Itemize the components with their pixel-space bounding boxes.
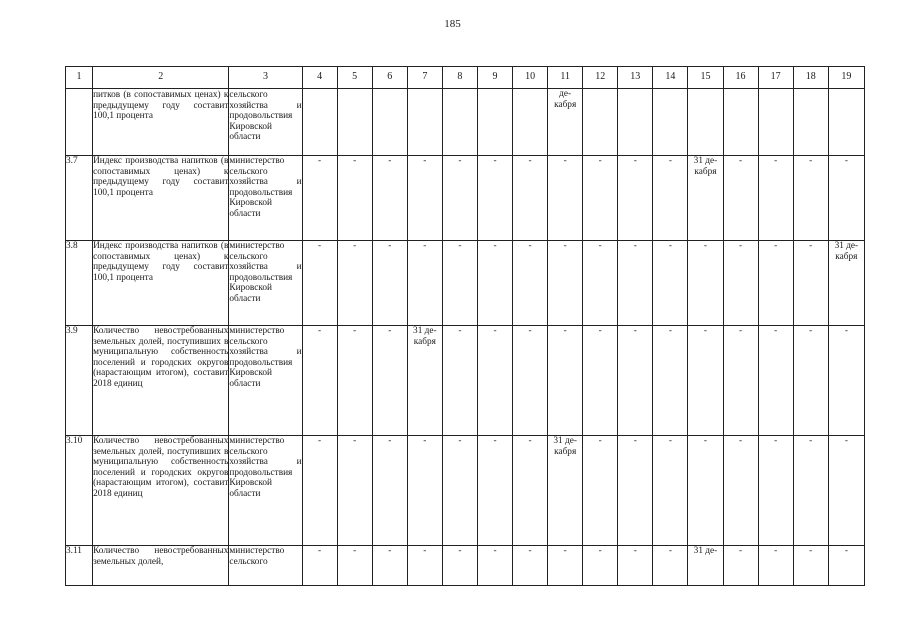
schedule-cell-col-4: - bbox=[302, 241, 337, 326]
schedule-cell-col-18: - bbox=[793, 546, 828, 586]
schedule-cell-col-11: - bbox=[548, 241, 583, 326]
schedule-cell-col-17: - bbox=[758, 241, 793, 326]
schedule-cell-col-16: - bbox=[723, 156, 758, 241]
schedule-cell-col-7: - bbox=[407, 241, 442, 326]
column-header-5: 5 bbox=[337, 67, 372, 89]
schedule-cell-col-18: - bbox=[793, 241, 828, 326]
schedule-cell-col-14: - bbox=[653, 156, 688, 241]
schedule-cell-col-11: - bbox=[548, 546, 583, 586]
schedule-cell-col-19: - bbox=[828, 546, 864, 586]
schedule-cell-col-12: - bbox=[583, 241, 618, 326]
schedule-cell-col-6: - bbox=[372, 156, 407, 241]
schedule-cell-col-12: - bbox=[583, 436, 618, 546]
table-row bbox=[66, 546, 865, 586]
table-row bbox=[66, 156, 865, 241]
column-header-3: 3 bbox=[229, 67, 302, 89]
schedule-cell-col-15: 31 де- bbox=[688, 546, 723, 586]
schedule-cell-col-4 bbox=[302, 89, 337, 156]
schedule-cell-col-16: - bbox=[723, 326, 758, 436]
column-header-13: 13 bbox=[618, 67, 653, 89]
schedule-cell-col-14: - bbox=[653, 241, 688, 326]
row-description: Индекс производства напитков (в сопоставимых ценах) к предыдущему году составит 100,1 процента bbox=[93, 156, 229, 241]
schedule-cell-col-9: - bbox=[477, 326, 512, 436]
schedule-cell-col-17: - bbox=[758, 326, 793, 436]
schedule-cell-col-17: - bbox=[758, 436, 793, 546]
schedule-cell-col-9: - bbox=[477, 241, 512, 326]
schedule-cell-col-9: - bbox=[477, 436, 512, 546]
schedule-cell-col-19: - bbox=[828, 326, 864, 436]
row-responsible: сельского хозяйства и продовольствия Кировской области bbox=[229, 89, 302, 156]
schedule-cell-col-4: - bbox=[302, 326, 337, 436]
schedule-cell-col-18: - bbox=[793, 156, 828, 241]
column-header-12: 12 bbox=[583, 67, 618, 89]
schedule-cell-col-9 bbox=[477, 89, 512, 156]
column-header-15: 15 bbox=[688, 67, 723, 89]
schedule-cell-col-8: - bbox=[442, 436, 477, 546]
schedule-cell-col-8: - bbox=[442, 326, 477, 436]
schedule-cell-col-6: - bbox=[372, 241, 407, 326]
row-number: 3.10 bbox=[66, 436, 93, 546]
schedule-cell-col-14 bbox=[653, 89, 688, 156]
schedule-cell-col-6: - bbox=[372, 546, 407, 586]
schedule-cell-col-19: - bbox=[828, 436, 864, 546]
schedule-cell-col-8: - bbox=[442, 156, 477, 241]
schedule-cell-col-17: - bbox=[758, 156, 793, 241]
schedule-cell-col-19 bbox=[828, 89, 864, 156]
schedule-cell-col-16: - bbox=[723, 546, 758, 586]
schedule-cell-col-15: - bbox=[688, 436, 723, 546]
column-header-2: 2 bbox=[93, 67, 229, 89]
schedule-cell-col-5 bbox=[337, 89, 372, 156]
schedule-cell-col-15: 31 де-кабря bbox=[688, 156, 723, 241]
schedule-cell-col-7: 31 де-кабря bbox=[407, 326, 442, 436]
row-description: Количество невостребованных земельных долей, поступивших в муниципальную собственность поселений и городских округов (нарастающим итогом), составит 2018 единиц bbox=[93, 436, 229, 546]
schedule-cell-col-5: - bbox=[337, 241, 372, 326]
schedule-cell-col-13 bbox=[618, 89, 653, 156]
row-description: Количество невостребованных земельных долей, bbox=[93, 546, 229, 586]
schedule-cell-col-10: - bbox=[513, 241, 548, 326]
schedule-cell-col-5: - bbox=[337, 546, 372, 586]
schedule-cell-col-16: - bbox=[723, 241, 758, 326]
column-header-16: 16 bbox=[723, 67, 758, 89]
schedule-cell-col-15 bbox=[688, 89, 723, 156]
schedule-cell-col-4: - bbox=[302, 546, 337, 586]
row-number: 3.8 bbox=[66, 241, 93, 326]
schedule-cell-col-6: - bbox=[372, 326, 407, 436]
schedule-cell-col-5: - bbox=[337, 156, 372, 241]
schedule-cell-col-18: - bbox=[793, 436, 828, 546]
row-responsible: министерство сельского хозяйства и продовольствия Кировской области bbox=[229, 436, 302, 546]
column-header-4: 4 bbox=[302, 67, 337, 89]
column-header-17: 17 bbox=[758, 67, 793, 89]
schedule-cell-col-8 bbox=[442, 89, 477, 156]
column-header-19: 19 bbox=[828, 67, 864, 89]
row-description: питков (в сопоставимых ценах) к предыдущему году составит 100,1 процента bbox=[93, 89, 229, 156]
schedule-cell-col-11: дe-кабря bbox=[548, 89, 583, 156]
schedule-cell-col-15: - bbox=[688, 326, 723, 436]
row-number: 3.7 bbox=[66, 156, 93, 241]
schedule-cell-col-6: - bbox=[372, 436, 407, 546]
row-description: Количество невостребованных земельных долей, поступивших в муниципальную собственность поселений и городских округов (нарастающим итогом), составит 2018 единиц bbox=[93, 326, 229, 436]
schedule-cell-col-11: 31 де-кабря bbox=[548, 436, 583, 546]
schedule-cell-col-12 bbox=[583, 89, 618, 156]
table-header-row bbox=[66, 67, 865, 89]
plan-table bbox=[65, 66, 865, 586]
column-header-14: 14 bbox=[653, 67, 688, 89]
row-responsible: министерство сельского хозяйства и продовольствия Кировской области bbox=[229, 241, 302, 326]
schedule-cell-col-4: - bbox=[302, 156, 337, 241]
schedule-cell-col-9: - bbox=[477, 156, 512, 241]
schedule-cell-col-15: - bbox=[688, 241, 723, 326]
schedule-cell-col-7: - bbox=[407, 546, 442, 586]
schedule-cell-col-14: - bbox=[653, 326, 688, 436]
column-header-1: 1 bbox=[66, 67, 93, 89]
column-header-8: 8 bbox=[442, 67, 477, 89]
schedule-cell-col-17 bbox=[758, 89, 793, 156]
table-row bbox=[66, 326, 865, 436]
schedule-cell-col-12: - bbox=[583, 326, 618, 436]
schedule-cell-col-16: - bbox=[723, 436, 758, 546]
schedule-cell-col-18: - bbox=[793, 326, 828, 436]
schedule-cell-col-10: - bbox=[513, 546, 548, 586]
column-header-18: 18 bbox=[793, 67, 828, 89]
schedule-cell-col-16 bbox=[723, 89, 758, 156]
table-row bbox=[66, 241, 865, 326]
schedule-cell-col-12: - bbox=[583, 156, 618, 241]
schedule-cell-col-13: - bbox=[618, 546, 653, 586]
schedule-cell-col-13: - bbox=[618, 241, 653, 326]
row-number bbox=[66, 89, 93, 156]
schedule-cell-col-5: - bbox=[337, 326, 372, 436]
row-description: Индекс производства напитков (в сопоставимых ценах) к предыдущему году составит 100,1 процента bbox=[93, 241, 229, 326]
schedule-cell-col-14: - bbox=[653, 436, 688, 546]
column-header-7: 7 bbox=[407, 67, 442, 89]
schedule-cell-col-19: - bbox=[828, 156, 864, 241]
schedule-cell-col-4: - bbox=[302, 436, 337, 546]
row-responsible: министерство сельского хозяйства и продовольствия Кировской области bbox=[229, 156, 302, 241]
schedule-cell-col-11: - bbox=[548, 326, 583, 436]
row-number: 3.9 bbox=[66, 326, 93, 436]
schedule-cell-col-10: - bbox=[513, 326, 548, 436]
column-header-6: 6 bbox=[372, 67, 407, 89]
schedule-cell-col-10: - bbox=[513, 156, 548, 241]
schedule-cell-col-9: - bbox=[477, 546, 512, 586]
schedule-cell-col-7: - bbox=[407, 436, 442, 546]
row-number: 3.11 bbox=[66, 546, 93, 586]
schedule-cell-col-6 bbox=[372, 89, 407, 156]
page-number: 185 bbox=[444, 18, 461, 30]
row-responsible: министерство сельского хозяйства и продовольствия Кировской области bbox=[229, 326, 302, 436]
schedule-cell-col-12: - bbox=[583, 546, 618, 586]
row-responsible: министерство сельского bbox=[229, 546, 302, 586]
table-row bbox=[66, 436, 865, 546]
schedule-cell-col-14: - bbox=[653, 546, 688, 586]
schedule-cell-col-7 bbox=[407, 89, 442, 156]
schedule-cell-col-13: - bbox=[618, 326, 653, 436]
column-header-11: 11 bbox=[548, 67, 583, 89]
schedule-cell-col-19: 31 де-кабря bbox=[828, 241, 864, 326]
schedule-cell-col-8: - bbox=[442, 546, 477, 586]
schedule-cell-col-17: - bbox=[758, 546, 793, 586]
schedule-cell-col-10: - bbox=[513, 436, 548, 546]
schedule-cell-col-10 bbox=[513, 89, 548, 156]
schedule-cell-col-11: - bbox=[548, 156, 583, 241]
schedule-cell-col-18 bbox=[793, 89, 828, 156]
schedule-cell-col-8: - bbox=[442, 241, 477, 326]
column-header-10: 10 bbox=[513, 67, 548, 89]
schedule-cell-col-13: - bbox=[618, 436, 653, 546]
column-header-9: 9 bbox=[477, 67, 512, 89]
schedule-cell-col-5: - bbox=[337, 436, 372, 546]
schedule-cell-col-7: - bbox=[407, 156, 442, 241]
schedule-cell-col-13: - bbox=[618, 156, 653, 241]
table-row bbox=[66, 89, 865, 156]
